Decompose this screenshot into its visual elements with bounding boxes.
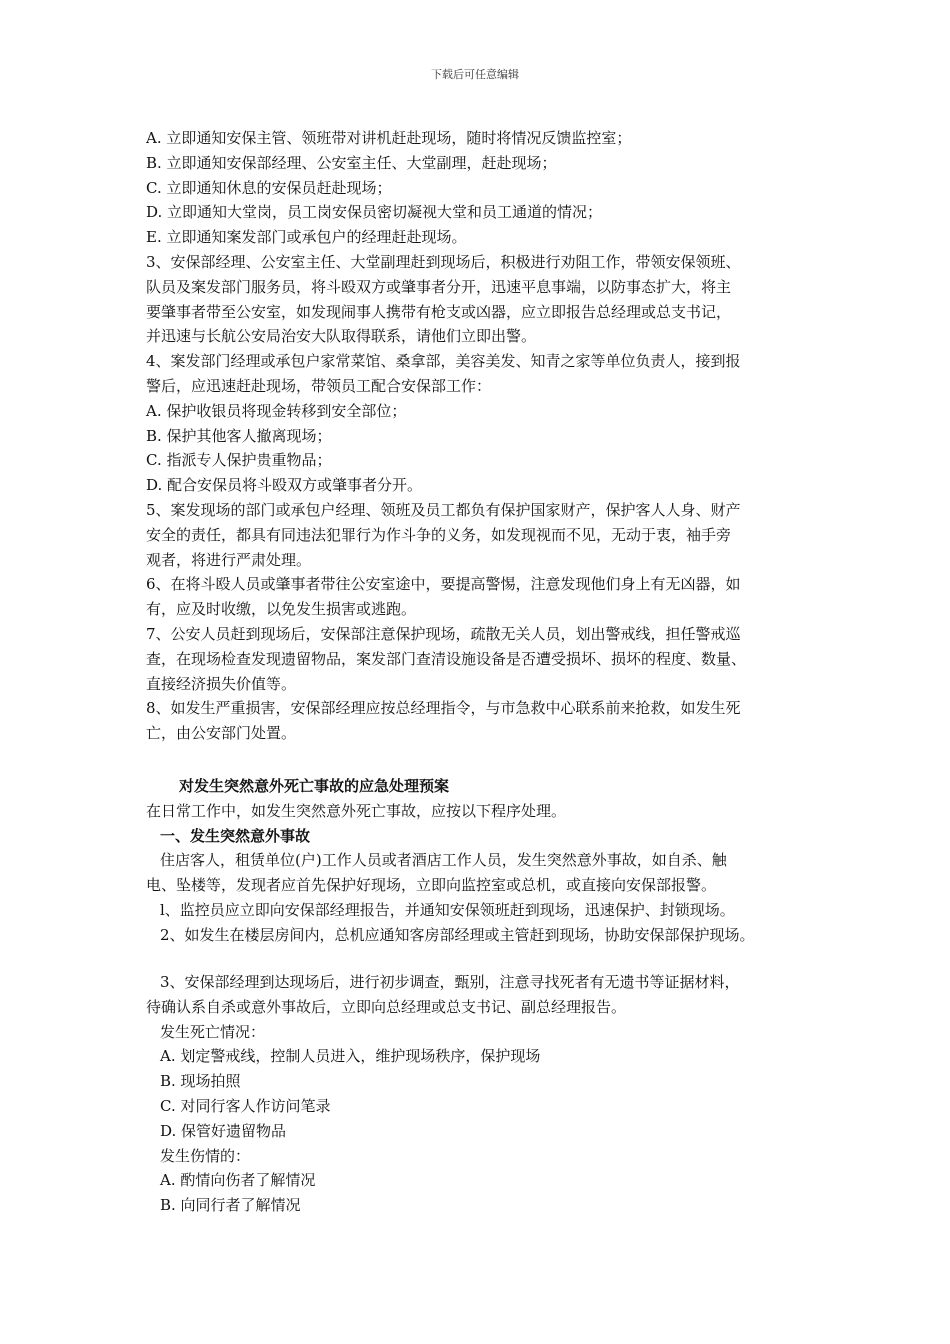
text-line: 观者，将进行严肃处理。 xyxy=(146,550,312,569)
text-line: 查，在现场检查发现遗留物品，案发部门查清设施设备是否遭受损坏、损坏的程度、数量、 xyxy=(146,649,747,668)
text-line: A. 立即通知安保主管、领班带对讲机赶赴现场，随时将情况反馈监控室； xyxy=(146,129,632,147)
list-item: C. 对同行客人作访问笔录 xyxy=(160,1096,331,1115)
list-item: A. 酌情向伤者了解情况 xyxy=(160,1171,316,1190)
list-item: D. 保管好遗留物品 xyxy=(160,1121,287,1140)
page-header: 下载后可任意编辑 xyxy=(431,68,519,81)
subheading: 发生伤情的： xyxy=(160,1146,251,1165)
subheading: 一、发生突然意外事故 xyxy=(160,826,311,845)
text-line: 并迅速与长航公安局治安大队取得联系，请他们立即出警。 xyxy=(146,327,537,346)
list-item: 2、如发生在楼层房间内，总机应通知客房部经理或主管赶到现场，协助安保部保护现场。 xyxy=(160,925,755,944)
text-line: 6、在将斗殴人员或肇事者带往公安室途中，要提高警惕，注意发现他们身上有无凶器，如 xyxy=(146,575,741,594)
text-line: 待确认系自杀或意外事故后，立即向总经理或总支书记、副总经理报告。 xyxy=(146,997,627,1016)
text-line: A. 保护收银员将现金转移到安全部位； xyxy=(146,401,407,420)
text-line: 直接经济损失价值等。 xyxy=(146,674,297,693)
text-line: 4、案发部门经理或承包户家常菜馆、桑拿部，美容美发、知青之家等单位负责人，接到报 xyxy=(146,352,741,371)
list-item: B. 向同行者了解情况 xyxy=(160,1196,301,1215)
text-line: E. 立即通知案发部门或承包户的经理赶赴现场。 xyxy=(146,228,467,247)
text-line: 住店客人，租赁单位(户)工作人员或者酒店工作人员，发生突然意外事故，如自杀、触 xyxy=(160,851,727,870)
text-line: 有，应及时收缴，以免发生损害或逃跑。 xyxy=(146,600,417,619)
text-line: 亡，由公安部门处置。 xyxy=(146,724,297,743)
text-line: B. 立即通知安保部经理、公安室主任、大堂副理，赶赴现场； xyxy=(146,153,557,172)
text-line: D. 立即通知大堂岗，员工岗安保员密切凝视大堂和员工通道的情况； xyxy=(146,203,603,222)
text-line: 3、安保部经理到达现场后，进行初步调查，甄别，注意寻找死者有无遗书等证据材料， xyxy=(160,973,740,991)
text-line: 警后，应迅速赶赴现场，带领员工配合安保部工作： xyxy=(146,376,492,395)
text-line: C. 指派专人保护贵重物品； xyxy=(146,451,332,470)
text-line: C. 立即通知休息的安保员赶赴现场； xyxy=(146,178,392,197)
subheading: 发生死亡情况： xyxy=(160,1022,266,1041)
section-3 xyxy=(146,970,811,1218)
section-2 xyxy=(146,774,811,948)
text-line: D. 配合安保员将斗殴双方或肇事者分开。 xyxy=(146,476,423,495)
list-item: B. 现场拍照 xyxy=(160,1072,241,1091)
list-item: A. 划定警戒线，控制人员进入，维护现场秩序，保护现场 xyxy=(160,1047,541,1066)
text-line: 安全的责任，都具有同违法犯罪行为作斗争的义务，如发现视而不见，无动于衷，袖手旁 xyxy=(146,525,732,544)
text-line: B. 保护其他客人撤离现场； xyxy=(146,426,332,445)
section-1 xyxy=(146,126,811,746)
list-item: l、监控员应立即向安保部经理报告，并通知安保领班赶到现场，迅速保护、封锁现场。 xyxy=(160,900,735,919)
text-line: 3、安保部经理、公安室主任、大堂副理赶到现场后，积极进行劝阻工作，带领安保领班、 xyxy=(146,252,741,271)
intro-text: 在日常工作中，如发生突然意外死亡事故，应按以下程序处理。 xyxy=(146,801,567,820)
text-line: 7、公安人员赶到现场后，安保部注意保护现场，疏散无关人员，划出警戒线，担任警戒巡 xyxy=(146,624,741,643)
text-line: 队员及案发部门服务员，将斗殴双方或肇事者分开，迅速平息事端，以防事态扩大，将主 xyxy=(146,277,732,296)
text-line: 8、如发生严重损害，安保部经理应按总经理指令，与市急救中心联系前来抢救，如发生死 xyxy=(146,699,741,718)
section-title: 对发生突然意外死亡事故的应急处理预案 xyxy=(179,777,450,795)
text-line: 要肇事者带至公安室，如发现闹事人携带有枪支或凶器，应立即报告总经理或总支书记， xyxy=(146,302,732,321)
text-line: 电、坠楼等，发现者应首先保护好现场，立即向监控室或总机，或直接向安保部报警。 xyxy=(146,876,717,895)
text-line: 5、案发现场的部门或承包户经理、领班及员工都负有保护国家财产，保护客人人身、财产 xyxy=(146,500,741,519)
